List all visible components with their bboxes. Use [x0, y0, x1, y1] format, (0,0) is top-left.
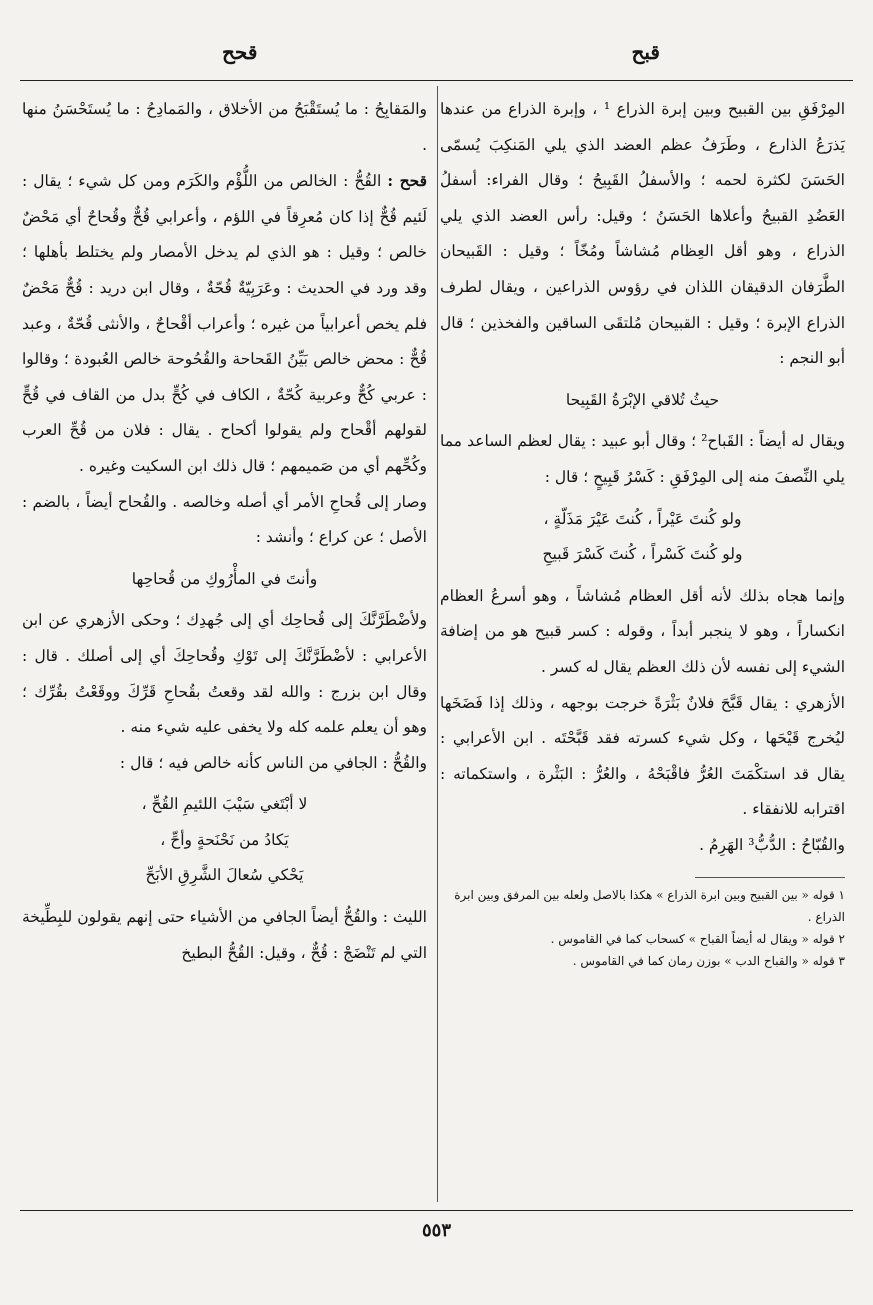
left-verse-1: وأنتَ في المأْرُوكِ من قُحاحِها: [131, 569, 318, 588]
footnote-3: ٣ قوله « والقباح الدب » بوزن رمان كما في القاموس .: [572, 954, 845, 969]
right-verse-2: [440, 502, 845, 573]
verse-line: لا أبْتَغي سَيْبَ اللئيمِ القُحِّ ،: [141, 795, 308, 814]
running-header-right: قبح: [631, 40, 660, 64]
verse-line: ولو كُنتَ عَيْراً ، كُنتَ عَيْرَ مَذَلّةٍ ،: [543, 509, 742, 528]
left-paragraph-3: ولأضْطَرَّنَّكَ إلى قُحاحِك أي إلى جُهدِك ؛ وحكى الأزهري عن ابن الأعرابي : لأضْطَرَّنَّكَ إلى تَوْكِ وقُحاحِكَ أي إلى أصلك . قال : وقال ابن بزرج : والله لقد وقعتُ بقُحاحِ قَرِّكَ ووقَعْتُ بقُرِّك ؛ وهو أن يعلم علمه كله ولا يخفى عليه شيء منه .: [22, 611, 427, 737]
right-column: [440, 92, 845, 972]
running-header-left: قحح: [222, 40, 258, 64]
header-rule: [20, 80, 853, 81]
left-paragraph-5: الليث : والقُحُّ أيضاً الجافي من الأشياء حتى إنهم يقولون للبِطِّيخة التي لم تَنْضَجْ : قُحٌّ ، وقيل: القُحُّ البطيخ: [22, 908, 427, 962]
entry-headword: قحح :: [387, 171, 427, 191]
footnote-rule: [695, 877, 845, 878]
right-paragraph-5: والقُبّاحُ : الدُّبُّ³ الهَرِمُ .: [699, 835, 845, 854]
footnote-2: ٢ قوله « ويقال له أيضاً القباح » كسحاب كما في القاموس .: [550, 932, 845, 947]
right-verse-1: حيثُ تُلاقي الإبْرَةُ القَبِيحا: [565, 390, 720, 409]
verse-line: يَكادُ من نَحْنَحةٍ وأحِّ ،: [160, 830, 289, 849]
left-paragraph-1: القُحُّ : الخالص من اللُّؤْم والكَرَم ومن كل شيء ؛ يقال : لَئيم قُحٌّ إذا كان مُعرِقاً في اللؤم ، وأعرابي قُحٌّ وقُحاحٌ أي مَحْضٌ خالص ؛ وقيل : هو الذي لم يدخل الأمصار ولم يختلط بأهلها ؛ وقد ورد في الحديث : وعَرَبِيّةٌ قُحّةٌ ، وقال ابن دريد : قُحٌّ مَحْضٌ فلم يخص أعرابياً من غيره ؛ وأعراب أقْحاحٌ ، والأنثى قُحّةٌ ، وعبد قُحٌّ : محض خالص بَيِّنُ القَحاحة والقُحُوحة خالص العُبودة ؛ وقالوا : عربي كُحٌّ وعربية كُحّةٌ ، الكاف في كُحٍّ بدل من القاف في قُحٍّ لقولهم أقْحاح ولم يقولوا أكحاح . يقال : فلان من قُحِّ العرب وكُحِّهم أي من صَميمهم ؛ قال ذلك ابن السكيت وغيره .: [22, 172, 427, 475]
verse-line: يَحْكي سُعالَ الشَّرِقِ الأبَحِّ: [145, 866, 304, 885]
left-paragraph-2: وصار إلى قُحاحِ الأمر أي أصله وخالصه . والقُحاح أيضاً ، بالضم : الأصل ؛ عن كراع ؛ وأنشد :: [22, 492, 427, 547]
right-paragraph-4: الأزهري : يقال قَبَّحَ فلانٌ بَثْرَةً خرجت بوجهه ، وذلك إذا فَضَخَها ليُخرج قَيْحَها ، وكل شيء كسرته فقد قَبَّحْتَه . ابن الأعرابي : يقال قد استكْمَتَ العُرُّ فاقْبَحْهُ ، والعُرُّ : البَثْرة ، واستكماته : اقترابه للانفقاء .: [440, 693, 845, 819]
footer-rule: [20, 1210, 853, 1211]
page-number: ٥٥٣: [421, 1220, 451, 1241]
right-paragraph-2: ويقال له أيضاً : القَباح² ؛ وقال أبو عبيد : يقال لعظم الساعد مما يلي النِّصفَ منه إلى المِرْفَقِ : كَسْرُ قَبِيحٍ ؛ قال :: [440, 432, 845, 486]
footnote-1: ١ قوله « بين القبيح وبين ابرة الذراع » هكذا بالاصل ولعله بين المرفق وبين ابرة الذراع .: [454, 888, 845, 925]
left-paragraph-0: والمَقابِحُ : ما يُستَقْبَحُ من الأخلاق ، والمَمادِحُ : ما يُستَحْسَنُ منها .: [22, 100, 427, 154]
verse-line: ولو كُنتَ كَسْراً ، كُنتَ كَسْرَ قَبيحِ: [542, 545, 743, 564]
right-paragraph-3: وإنما هجاه بذلك لأنه أقل العظام مُشاشاً ، وهو أسرعُ العظام انكساراً ، وهو لا ينجبر أبداً ، وقوله : كسر قبيح هو من إضافة الشيء إلى نفسه لأن ذلك العظم يقال له كسر .: [440, 586, 845, 676]
left-entry: [22, 163, 427, 484]
footnotes: [440, 884, 845, 972]
right-paragraph-1: المِرْفَقِ بين القبيح وبين إبرة الذراع ¹ ، وإبرة الذراع من عندها يَذرَعُ الذارع ، وطَرَفُ عظم العضد الذي يلي المَنكِبَ يُسمّى الحَسَنَ لكثرة لحمه ؛ والأسفلُ القَبِيحُ ؛ وقال الفراء: أسفلُ العَضُدِ القبيحُ وأعلاها الحَسَنُ ؛ وقيل: رأس العضد الذي يلي الذراع ، وهو أقل العِظام مُشاشاً ومُخّاً ؛ وقيل : القَبيحان الطَّرَفان الدقيقان اللذان في رؤوس الذراعين ، ويقال لطرف الذراع الإبرة ؛ وقيل : القبيحان مُلتقَى الساقين والفخذين ؛ قال أبو النجم :: [440, 100, 846, 368]
left-column: [22, 92, 427, 971]
column-divider: [437, 86, 438, 1202]
left-verse-2: [22, 787, 427, 894]
left-paragraph-4: والقُحُّ : الجافي من الناس كأنه خالص فيه ؛ قال :: [119, 753, 427, 772]
